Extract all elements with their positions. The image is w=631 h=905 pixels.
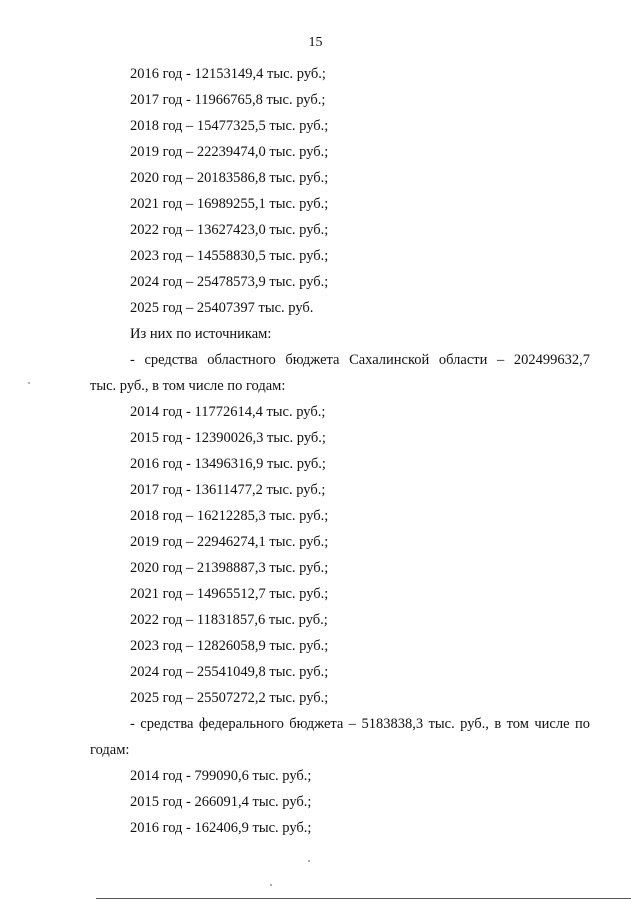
bottom-rule [96,898,631,899]
totals-by-year-list [90,64,590,324]
regional-year-line: 2018 год – 16212285,3 тыс. руб.; [130,508,329,524]
totals-year-line: 2019 год – 22239474,0 тыс. руб.; [130,144,329,160]
federal-year-line: 2015 год - 266091,4 тыс. руб.; [130,794,312,810]
regional-year-line: 2020 год – 21398887,3 тыс. руб.; [130,560,329,576]
regional-year-line: 2017 год - 13611477,2 тыс. руб.; [130,482,326,498]
totals-year-line: 2023 год – 14558830,5 тыс. руб.; [130,248,329,264]
regional-budget-intro-cont: тыс. руб., в том числе по годам: [90,378,286,394]
regional-year-line: 2014 год - 11772614,4 тыс. руб.; [130,404,326,420]
federal-budget-section [90,714,590,844]
page-number: 15 [308,35,323,50]
federal-budget-intro: - средства федерального бюджета – 5183838,3 тыс. руб., в том числе по [130,716,590,732]
regional-year-line: 2022 год – 11831857,6 тыс. руб.; [130,612,328,628]
regional-year-line: 2021 год – 14965512,7 тыс. руб.; [130,586,329,602]
regional-year-line: 2015 год - 12390026,3 тыс. руб.; [130,430,326,446]
totals-year-line: 2024 год – 25478573,9 тыс. руб.; [130,274,329,290]
totals-year-line: 2021 год – 16989255,1 тыс. руб.; [130,196,329,212]
regional-year-line: 2023 год – 12826058,9 тыс. руб.; [130,638,329,654]
document-body [90,64,590,844]
regional-year-line: 2024 год – 25541049,8 тыс. руб.; [130,664,329,680]
federal-budget-intro-cont: годам: [90,742,130,758]
totals-year-line: 2022 год – 13627423,0 тыс. руб.; [130,222,329,238]
scan-speck [270,884,272,886]
federal-year-line: 2014 год - 799090,6 тыс. руб.; [130,768,312,784]
totals-year-line: 2025 год – 25407397 тыс. руб. [130,300,314,316]
regional-budget-section [90,350,590,714]
totals-year-line: 2017 год - 11966765,8 тыс. руб.; [130,92,326,108]
totals-year-line: 2016 год - 12153149,4 тыс. руб.; [130,66,326,82]
scan-speck [308,860,310,862]
regional-year-line: 2016 год - 13496316,9 тыс. руб.; [130,456,326,472]
regional-year-line: 2019 год – 22946274,1 тыс. руб.; [130,534,329,550]
regional-year-line: 2025 год – 25507272,2 тыс. руб.; [130,690,329,706]
totals-year-line: 2018 год – 15477325,5 тыс. руб.; [130,118,329,134]
regional-budget-intro: - средства областного бюджета Сахалинской области – 202499632,7 [130,352,590,368]
totals-year-line: 2020 год – 20183586,8 тыс. руб.; [130,170,329,186]
scan-speck [28,382,30,384]
federal-year-line: 2016 год - 162406,9 тыс. руб.; [130,820,312,836]
sources-heading: Из них по источникам: [130,326,272,342]
